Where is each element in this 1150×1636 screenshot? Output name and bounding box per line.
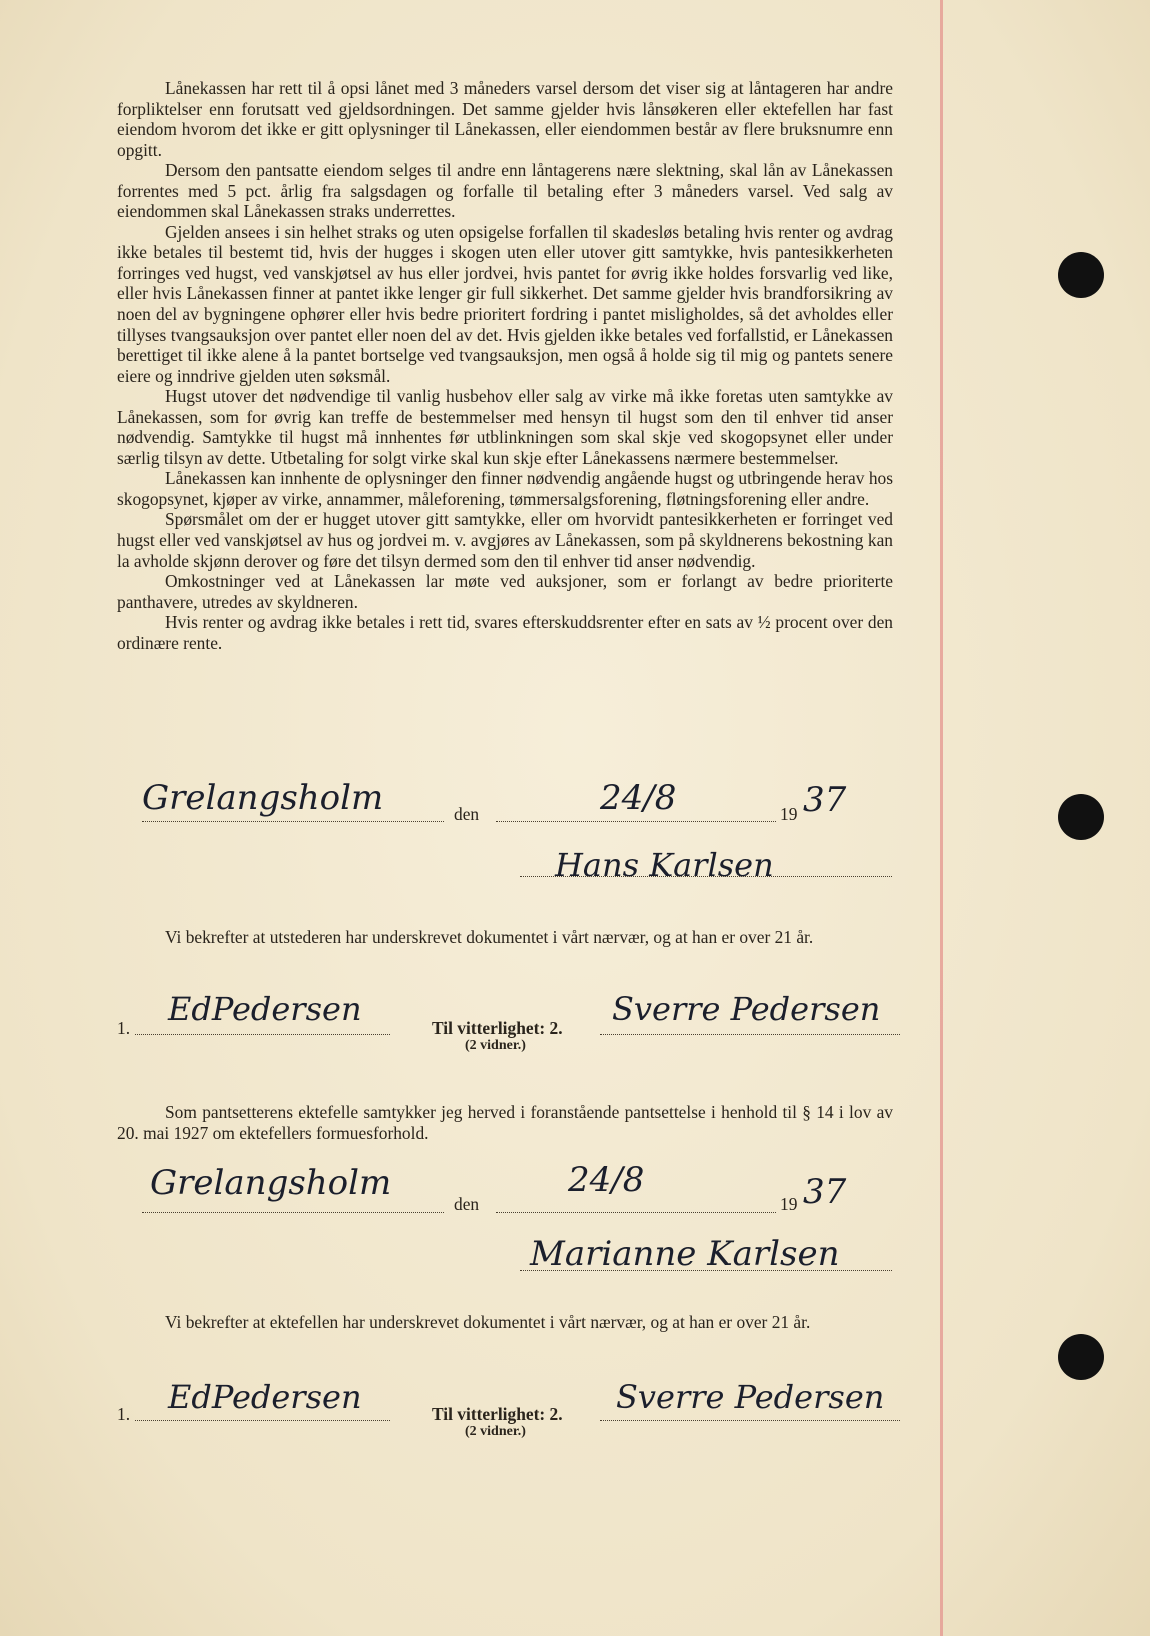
dotted-line [496, 821, 776, 822]
confirmation-text: Vi bekrefter at utstederen har underskrevet dokumentet i vårt nærvær, og at han er over 21 år. [165, 927, 814, 947]
dotted-line [600, 1034, 900, 1035]
paragraph: Hugst utover det nødvendige til vanlig husbehov eller salg av virke må ikke foretas uten samtykke av Lånekassen, som for øvrig kan treffe de bestemmelser med hensyn til hugst som den til enhver tid anser nødvendig. Samtykke til hugst må innhentes før utblinkningen som skal skje ved skogopsynet eller under særlig tilsyn av dette. Utbetaling for solgt virke skal kun skje efter Lånekassens nærmere bestemmelser. [117, 386, 893, 468]
dotted-line [142, 1212, 444, 1213]
year-handwritten: 37 [803, 780, 847, 820]
witness-confirmation [117, 1312, 893, 1333]
date-handwritten: 24/8 [568, 1160, 645, 1200]
punch-hole [1058, 794, 1104, 840]
spouse-consent [117, 1102, 893, 1144]
paragraph: Gjelden ansees i sin helhet straks og uten opsigelse forfallen til skadesløs betaling hvis renter og avdrag ikke betales til bestemt tid, hvis der hugges i skogen uten eller utover gitt samtykke, hvis pantesikkerheten forringes ved hugst, ved vanskjøtsel av hus eller jordvei, hvis pantet for øvrig ikke holdes forsvarlig ved like, eller hvis Lånekassen finner at pantet ikke lenger gir full sikkerhet. Det samme gjelder hvis brandforsikring av noen del av bygningene ophører eller hvis bedre prioritert fordring i pantet misligholdes, så det avholdes eller tillyses tvangsauksjon over pantet eller noen del av det. Hvis gjelden ikke betales ved forfallstid, er Lånekassen berettiget til ikke alene å la pantet bortselge ved tvangsauksjon, men også å holde sig til mig og pantets senere eiere og inndrive gjelden uten søksmål. [117, 221, 893, 386]
punch-hole [1058, 252, 1104, 298]
year-handwritten: 37 [803, 1172, 847, 1212]
vidner-note: (2 vidner.) [465, 1424, 526, 1439]
terms-text [117, 78, 893, 653]
place-handwritten: Grelangsholm [150, 1163, 392, 1203]
dotted-line [600, 1420, 900, 1421]
paragraph: Dersom den pantsatte eiendom selges til andre enn låntagerens nære slektning, skal lån av Lånekassen forrentes med 5 pct. årlig fra salgsdagen og forfalle til betaling efter 3 måneders varsel. Ved salg av eiendommen skal Lånekassen straks underrettes. [117, 160, 893, 222]
dotted-line [135, 1420, 390, 1421]
til-vitterlighet-label: Til vitterlighet: 2. [432, 1018, 563, 1038]
paragraph: Omkostninger ved at Lånekassen lar møte ved auksjoner, som er forlangt av bedre prioriterte panthavere, utredes av skyldneren. [117, 571, 893, 612]
year-printed: 19 [780, 1194, 798, 1214]
witness-1-number: 1. [117, 1404, 131, 1424]
witness-confirmation [117, 927, 893, 948]
til-vitterlighet-label: Til vitterlighet: 2. [432, 1404, 563, 1424]
dotted-line [496, 1212, 776, 1213]
paragraph: Spørsmålet om der er hugget utover gitt samtykke, eller om hvorvidt pantesikkerheten er forringet ved hugst eller ved vanskjøtsel av hus og jordvei m. v. avgjøres av Lånekassen, som på skyldnerens bekostning kan la avholde skjønn derover og føre det tilsyn dermed som den til enhver tid anser nødvendig. [117, 509, 893, 571]
witness-2-signature: Sverre Pedersen [616, 1378, 885, 1416]
witness-1-signature: EdPedersen [168, 1378, 362, 1416]
signature-line [520, 1270, 892, 1271]
margin-rule [940, 0, 943, 1636]
dotted-line [142, 821, 444, 822]
dotted-line [135, 1034, 390, 1035]
place-handwritten: Grelangsholm [142, 778, 384, 818]
witness-1-number: 1. [117, 1018, 131, 1038]
date-handwritten: 24/8 [600, 778, 677, 818]
den-label: den [454, 804, 480, 824]
punch-hole [1058, 1334, 1104, 1380]
signature-handwritten: Hans Karlsen [555, 846, 774, 884]
consent-text: Som pantsetterens ektefelle samtykker jeg herved i foranstående pantsettelse i henhold til § 14 i lov av 20. mai 1927 om ektefellers formuesforhold. [117, 1102, 893, 1143]
paragraph: Lånekassen har rett til å opsi lånet med 3 måneders varsel dersom det viser sig at låntageren har andre forpliktelser enn forutsatt ved gjeldsordningen. Det samme gjelder hvis lånsøkeren eller ektefellen har fast eiendom hvorom det ikke er gitt oplysninger til Lånekassen, eller eiendommen består av flere bruksnumre enn opgitt. [117, 78, 893, 160]
year-printed: 19 [780, 804, 798, 824]
confirmation-text: Vi bekrefter at ektefellen har underskrevet dokumentet i vårt nærvær, og at han er over 21 år. [165, 1312, 811, 1332]
paragraph: Lånekassen kan innhente de oplysninger den finner nødvendig angående hugst og utbringende herav hos skogopsynet, kjøper av virke, annammer, måleforening, tømmersalgsforening, fløtningsforening eller andre. [117, 468, 893, 509]
vidner-note: (2 vidner.) [465, 1038, 526, 1053]
witness-2-signature: Sverre Pedersen [612, 990, 881, 1028]
paragraph: Hvis renter og avdrag ikke betales i rett tid, svares efterskuddsrenter efter en sats av ½ procent over den ordinære rente. [117, 612, 893, 653]
signature-handwritten: Marianne Karlsen [530, 1234, 840, 1274]
signature-line [520, 876, 892, 877]
witness-1-signature: EdPedersen [168, 990, 362, 1028]
den-label: den [454, 1194, 480, 1214]
